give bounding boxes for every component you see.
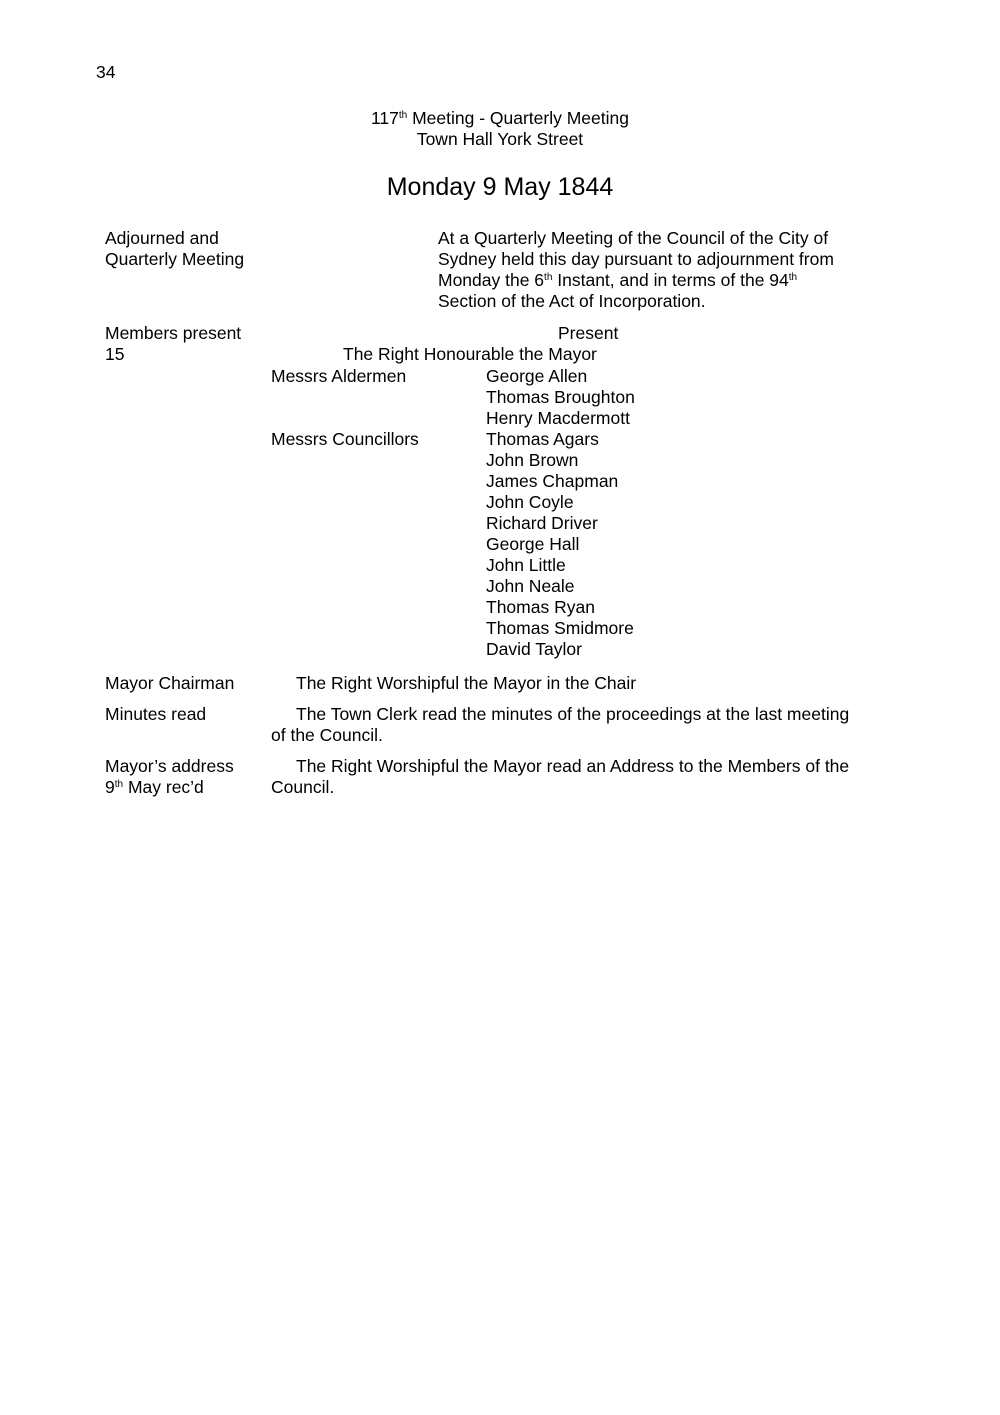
page-number: 34 bbox=[96, 62, 116, 82]
address-paragraph: The Right Worshipful the Mayor read an Address to the Members of the Council. bbox=[271, 756, 850, 797]
list-item: Thomas Smidmore bbox=[486, 618, 634, 638]
mayor-line: The Right Honourable the Mayor bbox=[343, 344, 597, 364]
margin-note-adjourned: Adjourned and Quarterly Meeting bbox=[105, 228, 245, 269]
present-label: Present bbox=[558, 323, 619, 343]
list-item: Thomas Ryan bbox=[486, 597, 595, 617]
councillors-list bbox=[486, 429, 634, 660]
list-item: George Allen bbox=[486, 366, 588, 386]
list-item: James Chapman bbox=[486, 471, 619, 491]
page-title: Monday 9 May 1844 bbox=[386, 173, 614, 201]
meeting-heading: 117th Meeting - Quarterly Meeting bbox=[370, 108, 629, 128]
councillors-label: Messrs Councillors bbox=[271, 429, 419, 449]
list-item: John Brown bbox=[486, 450, 579, 470]
aldermen-list bbox=[486, 366, 635, 429]
chairman-paragraph: The Right Worshipful the Mayor in the Chair bbox=[296, 673, 637, 693]
list-item: Richard Driver bbox=[486, 513, 598, 533]
margin-note-minutes: Minutes read bbox=[105, 704, 207, 724]
margin-note-members: Members present 15 bbox=[105, 323, 242, 364]
list-item: Henry Macdermott bbox=[486, 408, 630, 428]
list-item: John Neale bbox=[486, 576, 575, 596]
margin-note-chairman: Mayor Chairman bbox=[105, 673, 235, 693]
list-item: Thomas Agars bbox=[486, 429, 599, 449]
list-item: David Taylor bbox=[486, 639, 582, 659]
minutes-paragraph: The Town Clerk read the minutes of the proceedings at the last meeting of the Council. bbox=[271, 704, 850, 745]
list-item: Thomas Broughton bbox=[486, 387, 635, 407]
aldermen-label: Messrs Aldermen bbox=[271, 366, 407, 386]
list-item: George Hall bbox=[486, 534, 580, 554]
meeting-venue: Town Hall York Street bbox=[416, 129, 584, 149]
adjourned-paragraph: At a Quarterly Meeting of the Council of the City of Sydney held this day pursuant to adjournment from Monday the 6th Instant, and in terms of the 94th Section of the Act of Incorporation. bbox=[438, 228, 834, 311]
list-item: John Little bbox=[486, 555, 566, 575]
margin-note-address: Mayor’s address 9th May rec’d bbox=[105, 756, 234, 797]
list-item: John Coyle bbox=[486, 492, 574, 512]
